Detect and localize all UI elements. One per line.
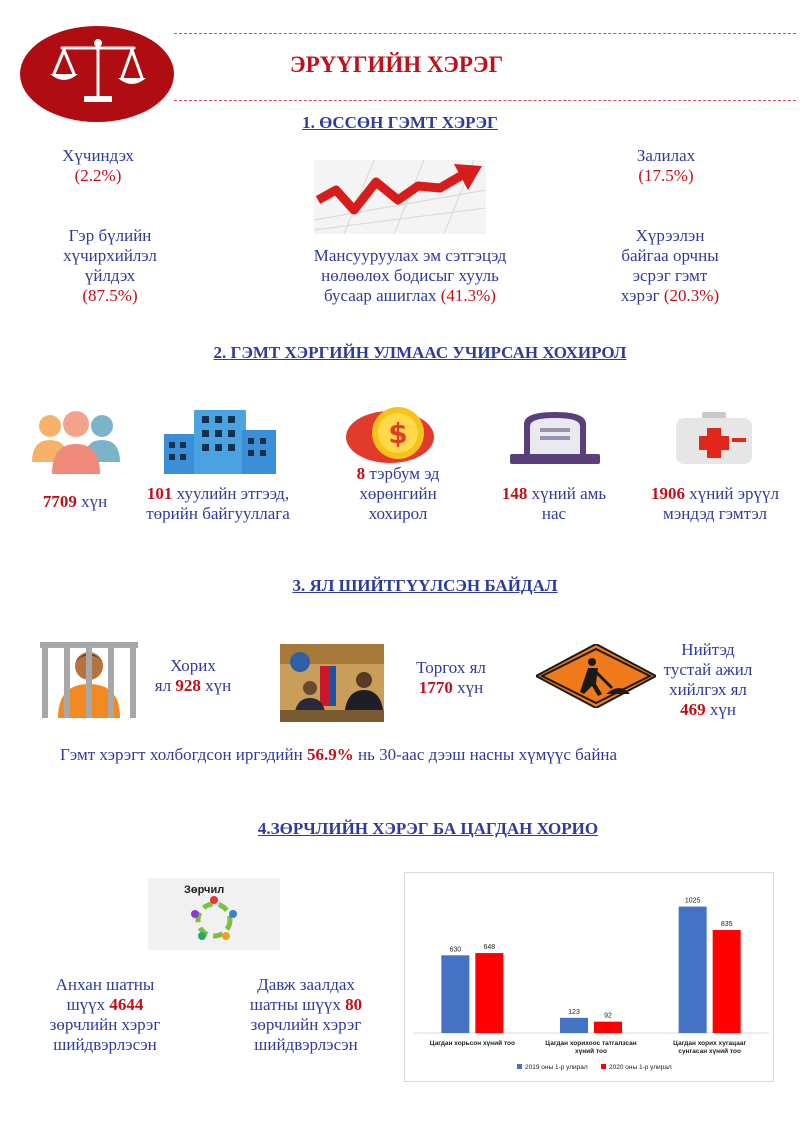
money-line1: тэрбум эд: [365, 464, 440, 483]
section1-title: 1. ӨССӨН ГЭМТ ХЭРЭГ: [302, 113, 498, 132]
first-line4: шийдвэрлэсэн: [53, 1035, 157, 1054]
rape-stat: [38, 146, 158, 186]
prisoner-icon: [40, 642, 138, 718]
detention-chart: [404, 872, 774, 1082]
data-label: 630: [449, 946, 462, 954]
appeal-line3: зөрчлийн хэрэг: [250, 1015, 362, 1034]
section4-title: 4.ЗӨРЧЛИЙН ХЭРЭГ БА ЦАГДАН ХОРИО: [257, 819, 599, 838]
money-stat: [330, 464, 466, 524]
first-instance-stat: [30, 975, 180, 1055]
age-note: [60, 745, 760, 765]
work-line1: Нийтэд: [681, 640, 735, 659]
data-label: 1025: [684, 897, 701, 905]
prison-stat: [138, 656, 248, 696]
deaths-line2: нас: [541, 504, 567, 523]
category-label: сунгасан хүний тоо: [678, 1048, 741, 1055]
prison-unit: хүн: [200, 676, 232, 695]
deaths-stat: [478, 484, 630, 524]
first-line1: Анхан шатны: [55, 975, 155, 994]
first-num: 4644: [109, 995, 144, 1014]
environment-line4-wrap: [600, 286, 740, 306]
domestic-violence-line3: үйлдэх: [84, 266, 136, 285]
fine-line2-wrap: [396, 678, 506, 698]
injury-line1: хүний эрүүл: [684, 484, 780, 503]
violation-image: [148, 878, 280, 950]
appeal-line2-wrap: [226, 995, 386, 1015]
drugs-stat: [285, 246, 535, 306]
age-note-num: 56.9%: [306, 745, 354, 764]
work-line4-wrap: [648, 700, 768, 720]
first-line3: зөрчлийн хэрэг: [49, 1015, 161, 1034]
drugs-pct: (41.3%): [440, 286, 496, 305]
court-photo: [280, 644, 384, 722]
domestic-violence-line1: Гэр бүлийн: [68, 226, 152, 245]
category-label: Цагдан хорьсон хүний тоо: [429, 1040, 515, 1047]
environment-pct: (20.3%): [663, 286, 720, 305]
header-top-rule: [174, 33, 796, 34]
fraud-label: Залилах: [636, 146, 696, 165]
building-icon: [164, 410, 276, 474]
bar-y2019-0: [441, 955, 469, 1033]
work-num: 469: [680, 700, 706, 719]
first-pre: шүүх: [66, 995, 110, 1014]
community-work-stat: [648, 640, 768, 720]
bar-y2020-0: [475, 953, 503, 1033]
prison-line2-wrap: [138, 676, 248, 696]
environment-stat: [600, 226, 740, 306]
category-label: Цагдан хорихоос татгалзсан: [545, 1040, 637, 1047]
fraud-pct: (17.5%): [638, 166, 694, 185]
injury-line2: мэндэд гэмтэл: [663, 504, 767, 523]
legend-label: 2020 оны 1-р улирал: [609, 1064, 672, 1071]
orgs-num: 101: [146, 484, 173, 503]
section3-title: 3. ЯЛ ШИЙТГҮҮЛСЭН БАЙДАЛ: [292, 576, 558, 595]
orgs-line2: төрийн байгууллага: [146, 504, 290, 523]
legend-label: 2019 оны 1-р улирал: [525, 1064, 588, 1071]
drugs-line3-wrap: [285, 286, 535, 306]
appeal-stat: [226, 975, 386, 1055]
data-label: 92: [604, 1012, 612, 1020]
dollar-coin-icon: [344, 405, 442, 465]
injury-line1-wrap: [630, 484, 800, 504]
legend-swatch: [601, 1064, 606, 1069]
deaths-num: 148: [501, 484, 528, 503]
age-note-pre: Гэмт хэрэгт холбогдсон иргэдийн: [60, 745, 307, 764]
orgs-stat: [128, 484, 308, 524]
prison-line1: Хорих: [170, 656, 216, 675]
fine-line1: Торгох ял: [416, 658, 486, 677]
justice-emblem: [20, 26, 174, 122]
bar-y2019-1: [560, 1018, 588, 1033]
appeal-line4: шийдвэрлэсэн: [254, 1035, 358, 1054]
drugs-line2: нөлөөлөх бодисыг хууль: [321, 266, 499, 285]
drugs-line3: бусаар ашиглах: [324, 286, 437, 305]
work-line3: хийлгэх ял: [669, 680, 747, 699]
prison-num: 928: [175, 676, 201, 695]
orgs-line1-wrap: [128, 484, 308, 504]
data-label: 835: [720, 921, 733, 929]
environment-line1: Хүрээлэн: [635, 226, 705, 245]
appeal-num: 80: [345, 995, 363, 1014]
money-num: 8: [356, 464, 366, 483]
injury-stat: [630, 484, 800, 524]
people-icon: [30, 408, 122, 474]
rape-pct: (2.2%): [74, 166, 122, 185]
roadwork-sign-icon: [536, 644, 656, 708]
tombstone-icon: [510, 410, 600, 466]
people-unit: хүн: [76, 492, 108, 511]
injury-num: 1906: [650, 484, 685, 503]
bar-y2020-2: [713, 930, 741, 1033]
first-aid-kit-icon: [676, 412, 752, 464]
rape-label: Хүчиндэх: [62, 146, 134, 165]
fine-stat: [396, 658, 506, 698]
fine-num: 1770: [418, 678, 453, 697]
age-note-post: нь 30-аас дээш насны хүмүүс байна: [353, 745, 618, 764]
svg-text:$: $: [388, 417, 408, 450]
domestic-violence-line2: хүчирхийлэл: [63, 246, 157, 265]
fine-unit: хүн: [452, 678, 484, 697]
detention-chart-svg: [405, 873, 773, 1081]
bar-y2019-2: [679, 907, 707, 1033]
first-line2-wrap: [30, 995, 180, 1015]
domestic-violence-stat: [40, 226, 180, 306]
legend-swatch: [517, 1064, 522, 1069]
deaths-line1: хүний амь: [527, 484, 607, 503]
prison-pre: ял: [154, 676, 176, 695]
category-label: хүний тоо: [575, 1048, 607, 1055]
scales-icon: [20, 26, 174, 122]
environment-line4: хэрэг: [620, 286, 660, 305]
environment-line2: байгаа орчны: [621, 246, 719, 265]
people-circle-icon: [148, 878, 280, 950]
domestic-violence-pct: (87.5%): [82, 286, 138, 305]
appeal-pre: шатны шүүх: [249, 995, 346, 1014]
deaths-line1-wrap: [478, 484, 630, 504]
bar-y2020-1: [594, 1022, 622, 1033]
work-line2: тустай ажил: [663, 660, 753, 679]
violation-image-label: Зөрчил: [184, 884, 225, 896]
environment-line3: эсрэг гэмт: [632, 266, 708, 285]
header-bottom-rule: [174, 100, 796, 101]
section2-title: 2. ГЭМТ ХЭРГИЙН УЛМААС УЧИРСАН ХОХИРОЛ: [213, 343, 627, 362]
fraud-stat: [606, 146, 726, 186]
orgs-line1: хуулийн этгээд,: [172, 484, 290, 503]
rising-graph-icon: [314, 160, 486, 234]
appeal-line1: Давж заалдах: [257, 975, 355, 994]
money-line2: хөрөнгийн: [359, 484, 437, 503]
data-label: 648: [483, 944, 496, 952]
money-line3: хохирол: [368, 504, 428, 523]
people-num: 7709: [42, 492, 77, 511]
data-label: 123: [568, 1008, 580, 1016]
page-title: ЭРҮҮГИЙН ХЭРЭГ: [290, 52, 504, 77]
money-line1-wrap: [330, 464, 466, 484]
drugs-line1: Мансууруулах эм сэтгэцэд: [313, 246, 507, 265]
category-label: Цагдан хорих хугацааг: [673, 1040, 747, 1047]
people-stat: [20, 492, 130, 512]
work-unit: хүн: [705, 700, 736, 719]
